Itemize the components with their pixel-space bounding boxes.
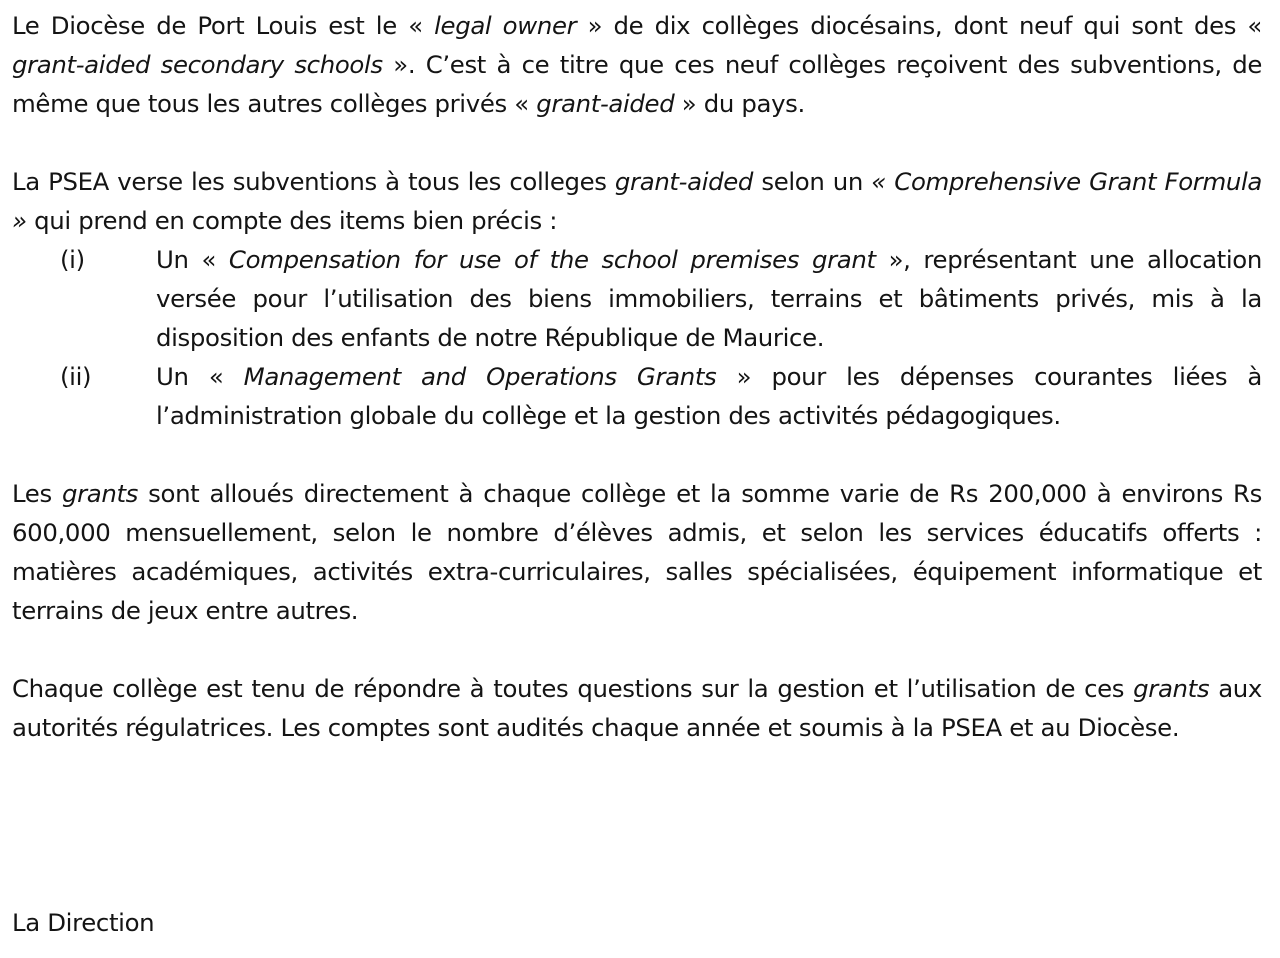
emphasis-grant-aided: grant-aided xyxy=(614,167,754,196)
list-marker: (ii) xyxy=(60,362,92,391)
emphasis-compensation-grant: Compensation for use of the school premises grant xyxy=(228,245,876,274)
list-item-text: Un « Management and Operations Grants » pour les dépenses courantes liées à l’administration globale du collège et la gestion des activités pédagogiques. xyxy=(156,362,1263,430)
list-item xyxy=(12,357,1262,435)
emphasis-grant-aided-schools: grant-aided secondary schools xyxy=(12,50,383,79)
grant-items-list xyxy=(12,240,1262,435)
list-marker: (i) xyxy=(60,245,85,274)
emphasis-comprehensive-grant-formula: « Comprehensive Grant Formula » xyxy=(12,167,1262,235)
list-item-text: Un « Compensation for use of the school premises grant », représentant une allocation versée pour l’utilisation des biens immobiliers, terrains et bâtiments privés, mis à la disposition des enfants de notre République de Maurice. xyxy=(156,245,1262,352)
emphasis-legal-owner: legal owner xyxy=(434,11,577,40)
emphasis-grants: grants xyxy=(1133,674,1210,703)
emphasis-grant-aided: grant-aided xyxy=(536,89,675,118)
emphasis-management-grants: Management and Operations Grants xyxy=(243,362,717,391)
paragraph-grant-amounts: Les grants sont alloués directement à chaque collège et la somme varie de Rs 200,000 à environs Rs 600,000 mensuellement, selon le nombre d’élèves admis, et selon les services éducatifs offerts : matières académiques, activités extra-curriculaires, salles spécialisées, équipement informatique et terrains de jeux entre autres. xyxy=(12,479,1262,625)
signature: La Direction xyxy=(12,908,155,937)
list-item xyxy=(12,240,1262,357)
paragraph-legal-owner: Le Diocèse de Port Louis est le « legal owner » de dix collèges diocésains, dont neuf qui sont des « grant-aided secondary schools ». C’est à ce titre que ces neuf collèges reçoivent des subventions, de même que tous les autres collèges privés « grant-aided » du pays. xyxy=(12,11,1262,118)
document-body xyxy=(12,6,1262,786)
emphasis-grants: grants xyxy=(61,479,139,508)
paragraph-accountability: Chaque collège est tenu de répondre à toutes questions sur la gestion et l’utilisation de ces grants aux autorités régulatrices. Les comptes sont audités chaque année et soumis à la PSEA et au Diocèse. xyxy=(12,674,1262,742)
paragraph-psea-grants: La PSEA verse les subventions à tous les colleges grant-aided selon un « Comprehensive Grant Formula » qui prend en compte des items bien précis : xyxy=(12,167,1262,235)
